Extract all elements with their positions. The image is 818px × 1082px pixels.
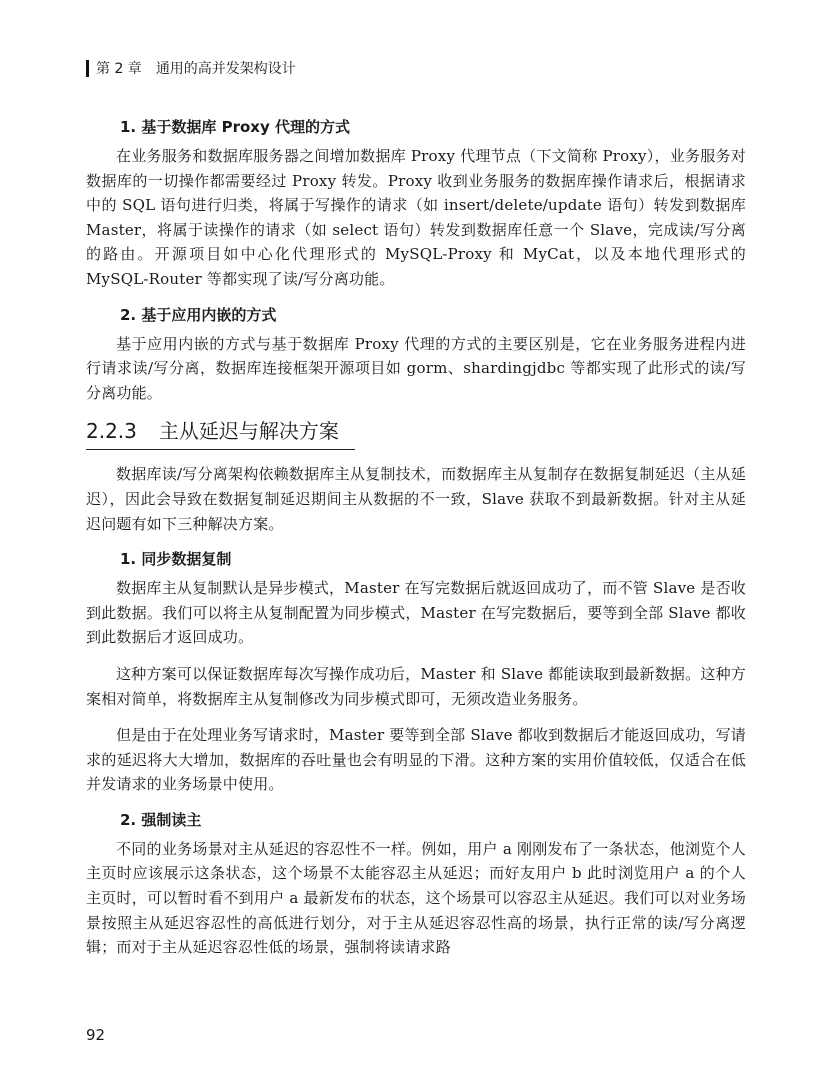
paragraph-embed: 基于应用内嵌的方式与基于数据库 Proxy 代理的方式的主要区别是，它在业务服务进程内进行请求读/写分离，数据库连接框架开源项目如 gorm、shardingjdbc 等都实现了此形式的读/写分离功能。 (86, 334, 746, 402)
section-number: 2.2.3 (86, 419, 137, 444)
subheading-sync: 1. 同步数据复制 (120, 550, 232, 569)
running-header (86, 58, 296, 78)
paragraph-proxy: 在业务服务和数据库服务器之间增加数据库 Proxy 代理节点（下文简称 Proxy），业务服务对数据库的一切操作都需要经过 Proxy 转发。Proxy 收到业务服务的数据库操作请求后，根据请求中的 SQL 语句进行归类，将属于写操作的请求（如 insert/delete/update 语句）转发到数据库 Master，将属于读操作的请求（如 select 语句）转发到数据库任意一个 Slave，完成读/写分离的路由。开源项目如中心化代理形式的 MySQL-Proxy 和 MyCat，以及本地代理形式的 MySQL-Router 等都实现了读/写分离功能。 (86, 147, 746, 288)
header-title: 通用的高并发架构设计 (155, 61, 296, 77)
page-body (86, 116, 746, 960)
page-number: 92 (86, 1026, 106, 1044)
paragraph-intro: 数据库读/写分离架构依赖数据库主从复制技术，而数据库主从复制存在数据复制延迟（主从延迟），因此会导致在数据复制延迟期间主从数据的不一致，Slave 获取不到最新数据。针对主从延迟问题有如下三种解决方案。 (86, 465, 746, 533)
section-title: 主从延迟与解决方案 (158, 419, 339, 444)
paragraph-sync-1: 数据库主从复制默认是异步模式，Master 在写完数据后就返回成功了，而不管 Slave 是否收到此数据。我们可以将主从复制配置为同步模式，Master 在写完数据后，要等到全部 Slave 都收到此数据后才返回成功。 (86, 579, 746, 647)
section-heading (86, 419, 355, 450)
subheading-force-master: 2. 强制读主 (120, 810, 202, 829)
paragraph-sync-3: 但是由于在处理业务写请求时，Master 要等到全部 Slave 都收到数据后才能返回成功，写请求的延迟将大大增加，数据库的吞吐量也会有明显的下滑。这种方案的实用价值较低，仅适合在低并发请求的业务场景中使用。 (86, 726, 746, 794)
subheading-embed: 2. 基于应用内嵌的方式 (120, 305, 277, 324)
paragraph-force-master: 不同的业务场景对主从延迟的容忍性不一样。例如，用户 a 刚刚发布了一条状态，他浏览个人主页时应该展示这条状态，这个场景不太能容忍主从延迟；而好友用户 b 此时浏览用户 a 的个人主页时，可以暂时看不到用户 a 最新发布的状态，这个场景可以容忍主从延迟。我们可以对业务场景按照主从延迟容忍性的高低进行划分，对于主从延迟容忍性高的场景，执行正常的读/写分离逻辑；而对于主从延迟容忍性低的场景，强制将读请求路 (86, 839, 746, 957)
header-bar (86, 60, 89, 77)
subheading-proxy: 1. 基于数据库 Proxy 代理的方式 (120, 118, 350, 136)
header-chapter: 第 2 章 (96, 61, 142, 77)
paragraph-sync-2: 这种方案可以保证数据库每次写操作成功后，Master 和 Slave 都能读取到最新数据。这种方案相对简单，将数据库主从复制修改为同步模式即可，无须改造业务服务。 (86, 664, 746, 708)
